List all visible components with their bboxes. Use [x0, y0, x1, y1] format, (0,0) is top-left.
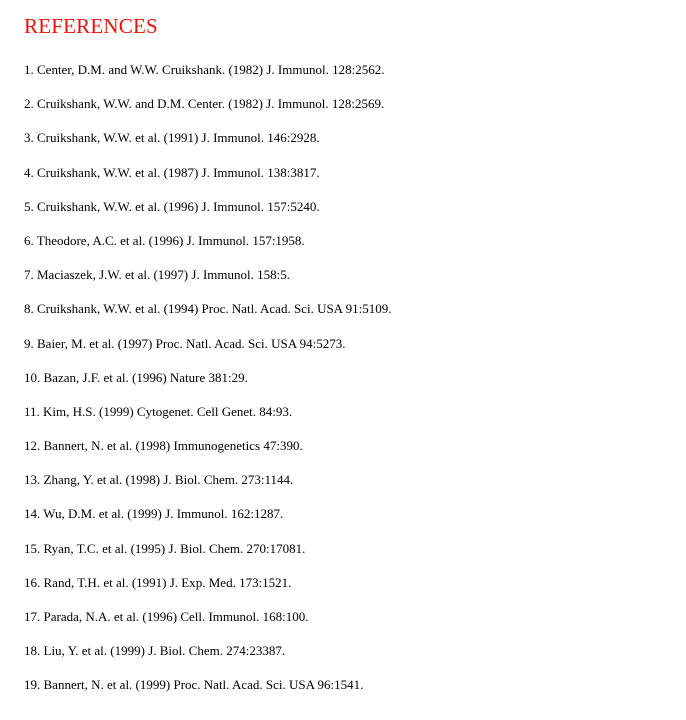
reference-item: 10. Bazan, J.F. et al. (1996) Nature 381:29. — [24, 369, 248, 385]
reference-item: 2. Cruikshank, W.W. and D.M. Center. (1982) J. Immunol. 128:2569. — [24, 96, 385, 112]
reference-item: 14. Wu, D.M. et al. (1999) J. Immunol. 162:1287. — [24, 506, 284, 522]
reference-item: 19. Bannert, N. et al. (1999) Proc. Natl. Acad. Sci. USA 96:1541. — [24, 677, 364, 693]
reference-item: 1. Center, D.M. and W.W. Cruikshank. (1982) J. Immunol. 128:2562. — [24, 62, 385, 77]
reference-item: 17. Parada, N.A. et al. (1996) Cell. Immunol. 168:100. — [24, 609, 309, 624]
reference-item: 15. Ryan, T.C. et al. (1995) J. Biol. Chem. 270:17081. — [24, 540, 306, 556]
reference-item: 12. Bannert, N. et al. (1998) Immunogenetics 47:390. — [24, 438, 303, 454]
reference-item: 5. Cruikshank, W.W. et al. (1996) J. Immunol. 157:5240. — [24, 198, 320, 214]
reference-list — [24, 61, 664, 711]
reference-item: 9. Baier, M. et al. (1997) Proc. Natl. Acad. Sci. USA 94:5273. — [24, 335, 346, 351]
reference-item: 6. Theodore, A.C. et al. (1996) J. Immunol. 157:1958. — [24, 232, 305, 248]
reference-item: 11. Kim, H.S. (1999) Cytogenet. Cell Genet. 84:93. — [24, 403, 293, 419]
reference-item: 3. Cruikshank, W.W. et al. (1991) J. Immunol. 146:2928. — [24, 130, 320, 146]
reference-item: 13. Zhang, Y. et al. (1998) J. Biol. Chem. 273:1144. — [24, 472, 294, 488]
references-heading: REFERENCES — [24, 14, 158, 38]
reference-item: 8. Cruikshank, W.W. et al. (1994) Proc. Natl. Acad. Sci. USA 91:5109. — [24, 301, 392, 317]
reference-item: 16. Rand, T.H. et al. (1991) J. Exp. Med. 173:1521. — [24, 574, 292, 590]
reference-item: 18. Liu, Y. et al. (1999) J. Biol. Chem. 274:23387. — [24, 643, 286, 659]
reference-item: 4. Cruikshank, W.W. et al. (1987) J. Immunol. 138:3817. — [24, 164, 320, 180]
reference-item: 7. Maciaszek, J.W. et al. (1997) J. Immunol. 158:5. — [24, 267, 290, 283]
